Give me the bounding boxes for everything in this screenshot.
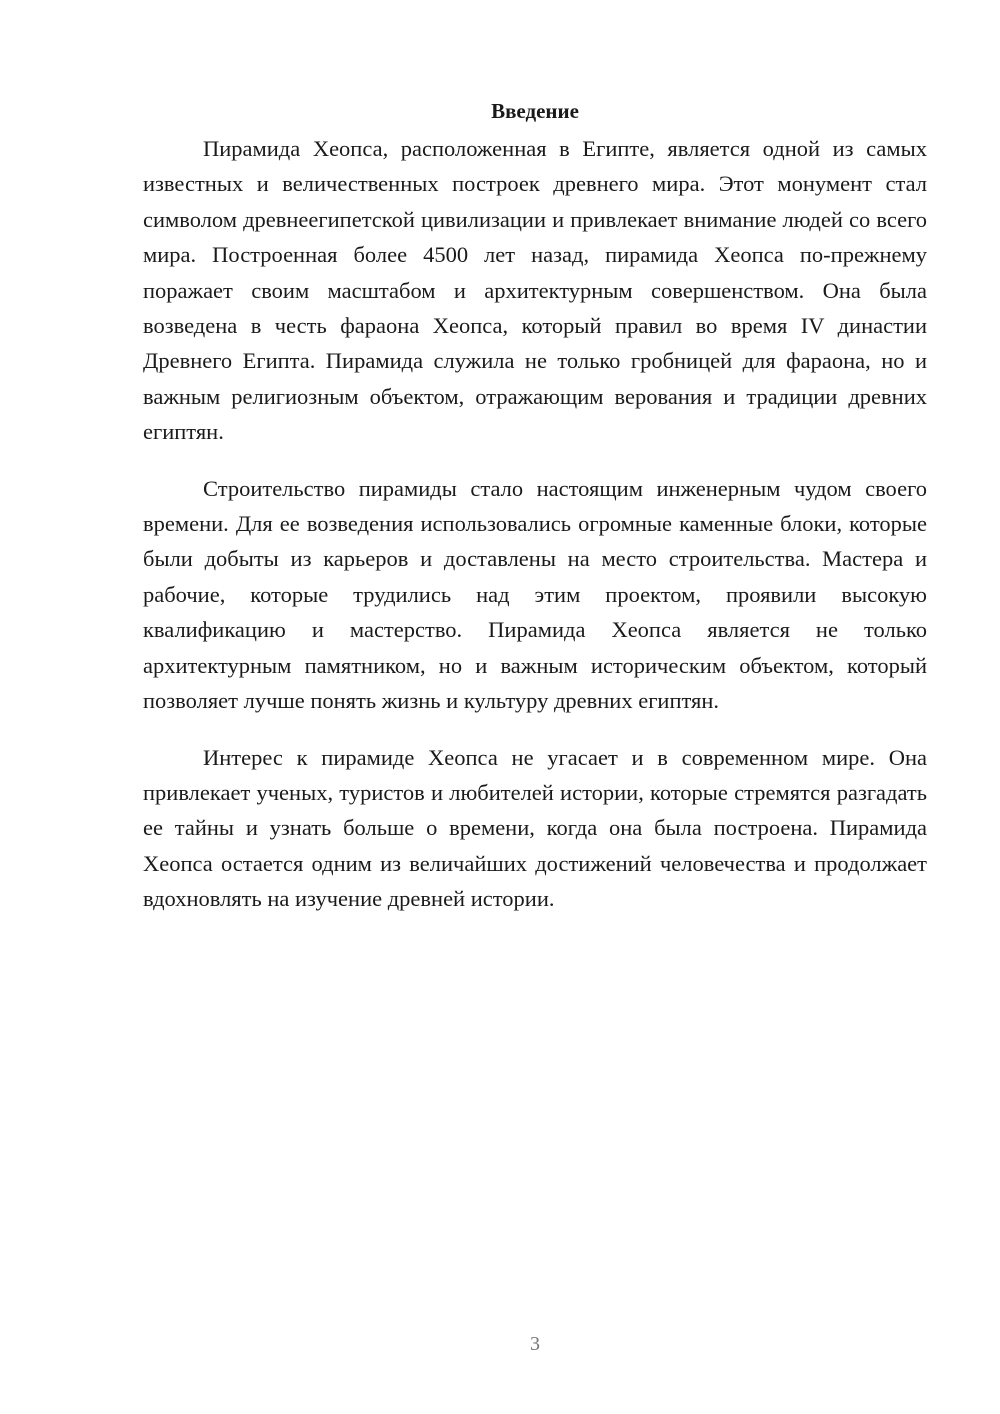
page-number: 3 [530, 1333, 540, 1355]
paragraph-2: Строительство пирамиды стало настоящим инженерным чудом своего времени. Для ее возведения использовались огромные каменные блоки, которые были добыты из карьеров и доставлены на место строительства. Мастера и рабочие, которые трудились над этим проектом, проявили высокую квалификацию и мастерство. Пирамида Хеопса является не только архитектурным памятником, но и важным историческим объектом, который позволяет лучше понять жизнь и культуру древних египтян. [143, 475, 927, 714]
paragraph-1: Пирамида Хеопса, расположенная в Египте, является одной из самых известных и величественных построек древнего мира. Этот монумент стал символом древнеегипетской цивилизации и привлекает внимание людей со всего мира. Построенная более 4500 лет назад, пирамида Хеопса по-прежнему поражает своим масштабом и архитектурным совершенством. Она была возведена в честь фараона Хеопса, который правил во время IV династии Древнего Египта. Пирамида служила не только гробницей для фараона, но и важным религиозным объектом, отражающим верования и традиции древних египтян. [143, 136, 927, 445]
section-heading: Введение [491, 99, 579, 123]
paragraph-3: Интерес к пирамиде Хеопса не угасает и в современном мире. Она привлекает ученых, туристов и любителей истории, которые стремятся разгадать ее тайны и узнать больше о времени, когда она была построена. Пирамида Хеопса остается одним из величайших достижений человечества и продолжает вдохновлять на изучение древней истории. [143, 744, 927, 912]
document-page [143, 96, 927, 938]
